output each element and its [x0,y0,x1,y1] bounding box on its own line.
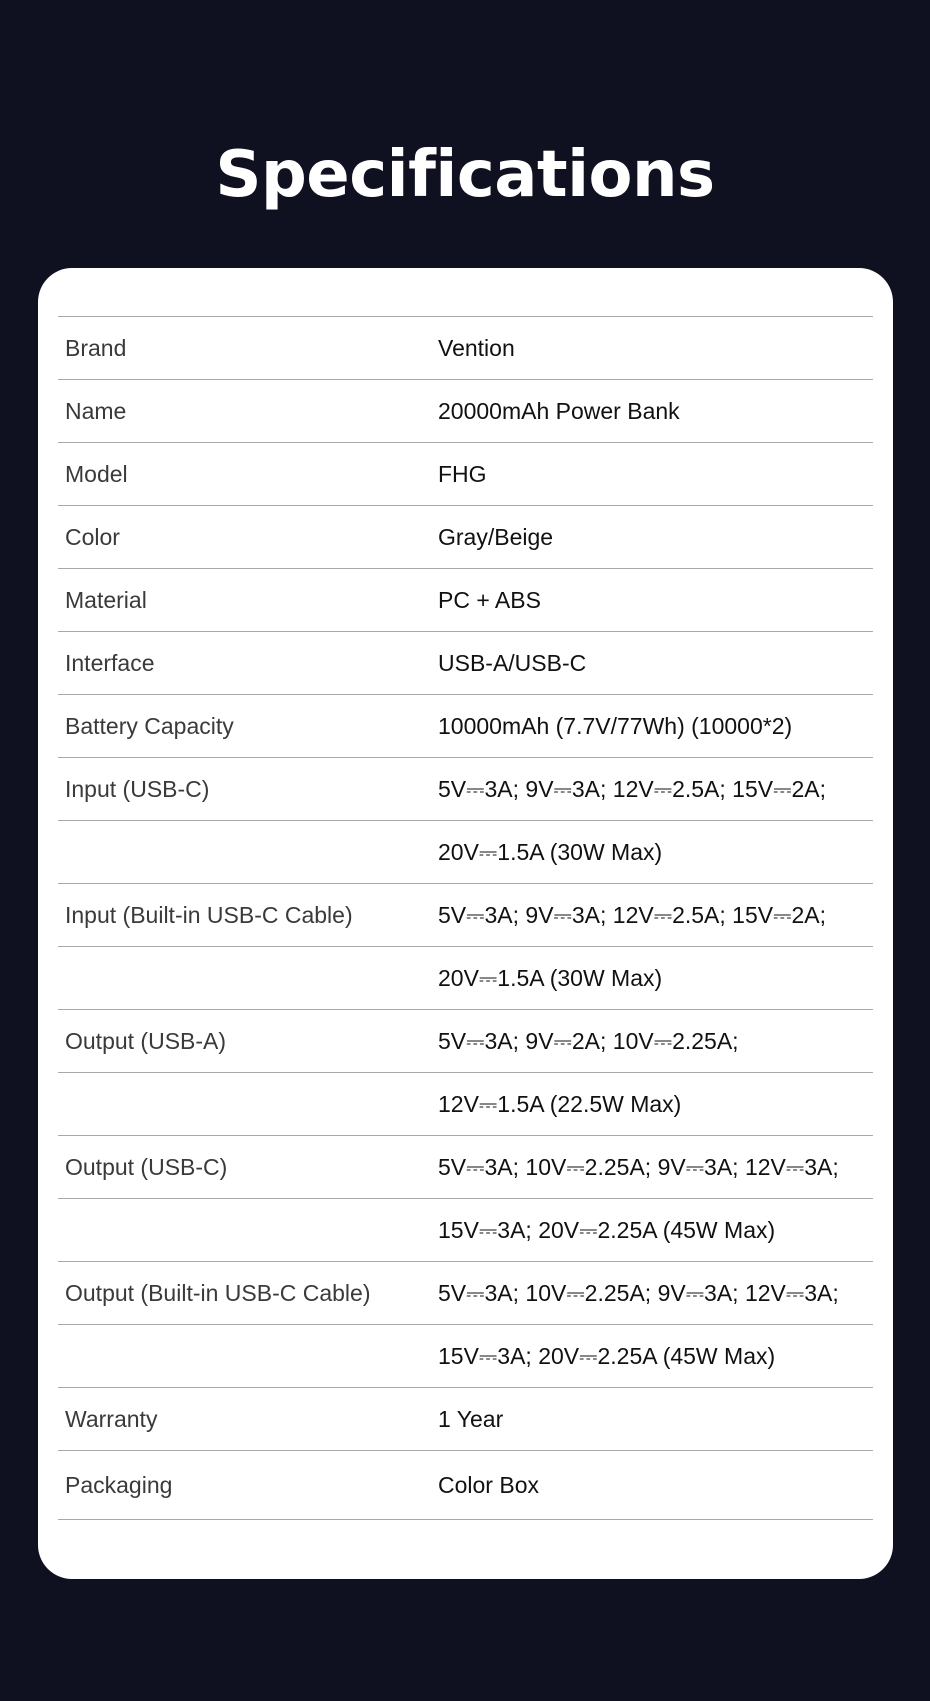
spec-row-input-usb-c-cont [58,821,873,884]
spec-row-interface [58,632,873,695]
spec-value: USB-A/USB-C [438,649,587,676]
spec-value: Gray/Beige [438,523,554,550]
spec-label: Material [65,586,147,613]
spec-value: PC + ABS [438,586,541,613]
spec-row-output-usb-a-cont [58,1073,873,1136]
spec-value: 5V⎓3A; 9V⎓3A; 12V⎓2.5A; 15V⎓2A; [438,775,826,802]
spec-value: 5V⎓3A; 9V⎓3A; 12V⎓2.5A; 15V⎓2A; [438,901,826,928]
spec-value: 20V⎓1.5A (30W Max) [438,964,663,991]
spec-row-warranty [58,1388,873,1451]
spec-row-output-usb-a [58,1010,873,1073]
spec-label: Output (USB-A) [65,1027,227,1054]
spec-row-input-usb-c [58,758,873,821]
spec-value: 15V⎓3A; 20V⎓2.25A (45W Max) [438,1342,776,1369]
spec-label: Output (Built-in USB-C Cable) [65,1279,371,1306]
spec-label: Input (Built-in USB-C Cable) [65,901,353,928]
spec-row-brand [58,317,873,380]
spec-row-input-cable-cont [58,947,873,1010]
spec-value: 5V⎓3A; 10V⎓2.25A; 9V⎓3A; 12V⎓3A; [438,1279,839,1306]
spec-value: FHG [438,460,487,487]
spec-row-name [58,380,873,443]
spec-row-output-cable [58,1262,873,1325]
spec-row-battery-capacity [58,695,873,758]
spec-label: Warranty [65,1405,158,1432]
spec-value: Color Box [438,1471,539,1498]
spec-row-material [58,569,873,632]
spec-row-model [58,443,873,506]
spec-label: Name [65,397,127,424]
spec-value: 15V⎓3A; 20V⎓2.25A (45W Max) [438,1216,776,1243]
spec-row-output-usb-c-cont [58,1199,873,1262]
page-title: Specifications [215,138,715,212]
spec-value: 20V⎓1.5A (30W Max) [438,838,663,865]
spec-row-input-cable [58,884,873,947]
spec-value: Vention [438,334,515,361]
spec-row-color [58,506,873,569]
spec-value: 5V⎓3A; 9V⎓2A; 10V⎓2.25A; [438,1027,739,1054]
spec-label: Model [65,460,128,487]
spec-value: 5V⎓3A; 10V⎓2.25A; 9V⎓3A; 12V⎓3A; [438,1153,839,1180]
spec-row-packaging [58,1451,873,1520]
spec-card [38,268,893,1579]
spec-row-output-usb-c [58,1136,873,1199]
spec-label: Brand [65,334,127,361]
spec-label: Battery Capacity [65,712,234,739]
spec-label: Color [65,523,120,550]
spec-value: 10000mAh (7.7V/77Wh) (10000*2) [438,712,793,739]
spec-table [58,316,873,1520]
spec-label: Output (USB-C) [65,1153,228,1180]
spec-row-output-cable-cont [58,1325,873,1388]
spec-label: Packaging [65,1471,173,1498]
spec-value: 20000mAh Power Bank [438,397,680,424]
spec-value: 1 Year [438,1405,504,1432]
spec-label: Input (USB-C) [65,775,210,802]
spec-label: Interface [65,649,155,676]
spec-value: 12V⎓1.5A (22.5W Max) [438,1090,682,1117]
